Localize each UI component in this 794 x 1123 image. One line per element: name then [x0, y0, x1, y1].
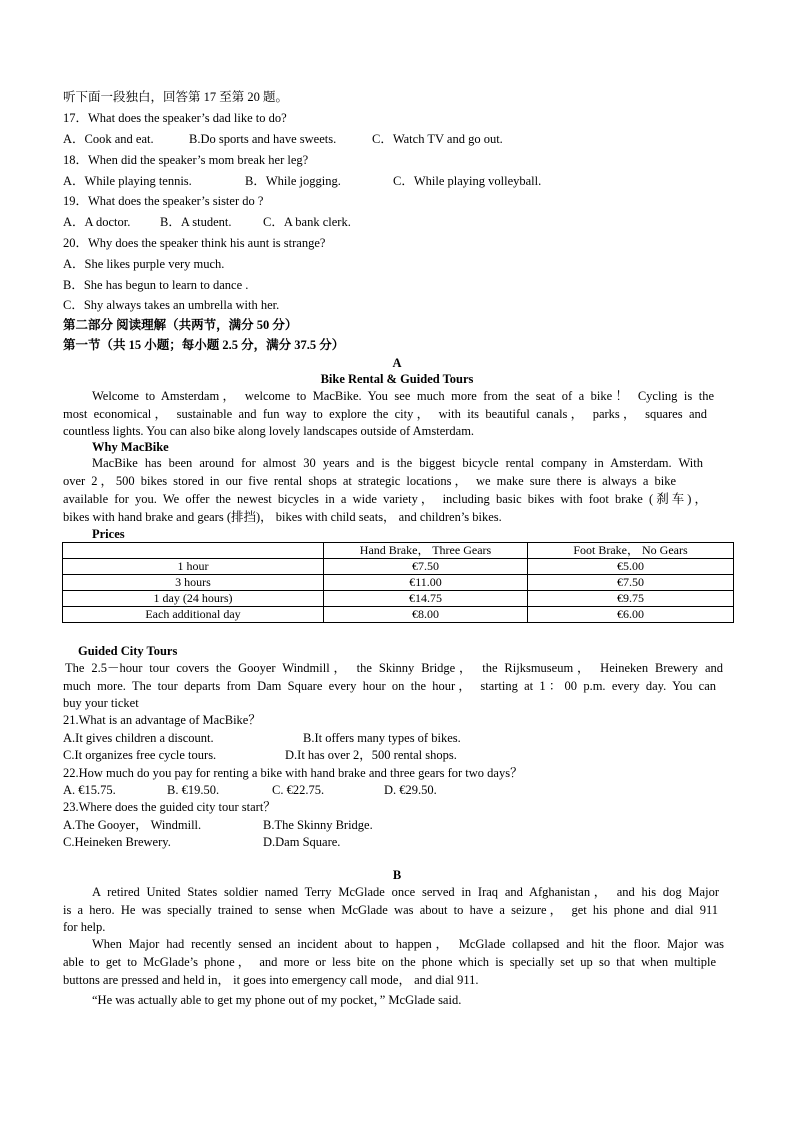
- question-23-option-d: D.Dam Square.: [263, 835, 341, 849]
- question-23-stem: 23.Where does the guided city tour start？: [63, 800, 276, 814]
- guided-tours-heading: Guided City Tours: [78, 644, 178, 658]
- passage-a-intro-line: countless lights. You can also bike along lovely landscapes outside of Amsterdam.: [63, 424, 475, 438]
- why-macbike-heading: Why MacBike: [92, 440, 169, 454]
- hand-brake-price-cell: €8.00: [324, 607, 528, 623]
- question-22-option-c: C. €22.75.: [272, 783, 325, 797]
- question-17-option-b: B.Do sports and have sweets.: [189, 132, 337, 146]
- question-19-option-b: B．A student.: [160, 215, 232, 229]
- passage-b-paragraph1-line: for help.: [63, 920, 106, 934]
- passage-b-paragraph2-line: able to get to McGlade’s phone， and more or less bite on the phone which is specially set up so that when multiple: [63, 955, 716, 969]
- question-18-option-c: C．While playing volleyball.: [393, 174, 542, 188]
- foot-brake-price-cell: €9.75: [528, 591, 734, 607]
- guided-tours-line: buy your ticket: [63, 696, 139, 710]
- prices-heading: Prices: [92, 527, 125, 541]
- question-20-stem: 20．Why does the speaker think his aunt is strange?: [63, 236, 326, 250]
- question-23-option-b: B.The Skinny Bridge.: [263, 818, 373, 832]
- passage-b-paragraph1-line: is a hero. He was specially trained to sense when McGlade was about to have a seizure， get his phone and dial 911: [63, 903, 718, 917]
- passage-b-paragraph1-line: A retired United States soldier named Terry McGlade once served in Iraq and Afghanistan， and his dog Major: [92, 885, 719, 899]
- question-17-option-c: C．Watch TV and go out.: [372, 132, 503, 146]
- duration-cell: 3 hours: [63, 575, 324, 591]
- header-cell: Foot Brake， No Gears: [528, 543, 734, 559]
- table-row: [63, 559, 734, 575]
- passage-a-intro-line: Welcome to Amsterdam， welcome to MacBike. You see much more from the seat of a bike！ Cycling is the: [92, 389, 714, 403]
- question-20-option-a: A．She likes purple very much.: [63, 257, 225, 271]
- duration-cell: 1 hour: [63, 559, 324, 575]
- passage-b-quote: “He was actually able to get my phone out of my pocket，” McGlade said.: [92, 993, 462, 1007]
- table-row: [63, 591, 734, 607]
- table-row: [63, 575, 734, 591]
- question-22-option-a: A. €15.75.: [63, 783, 116, 797]
- why-macbike-line: available for you. We offer the newest bicycles in a wide variety， including basic bikes with foot brake (刹车)，: [63, 492, 707, 506]
- question-20-option-c: C．Shy always takes an umbrella with her.: [63, 298, 280, 312]
- passage-a-intro-line: most economical， sustainable and fun way to explore the city， with its beautiful canals， parks， squares and: [63, 407, 707, 421]
- passage-b-paragraph2-line: When Major had recently sensed an incident about to happen， McGlade collapsed and hit the floor. Major was: [92, 937, 724, 951]
- foot-brake-price-cell: €7.50: [528, 575, 734, 591]
- passage-a-label: A: [392, 356, 402, 370]
- passage-b-label: B: [392, 868, 402, 882]
- passage-a-title: Bike Rental & Guided Tours: [320, 372, 474, 386]
- duration-cell: 1 day (24 hours): [63, 591, 324, 607]
- question-18-option-a: A．While playing tennis.: [63, 174, 192, 188]
- question-23-option-c: C.Heineken Brewery.: [63, 835, 171, 849]
- question-21-option-c: C.It organizes free cycle tours.: [63, 748, 217, 762]
- prices-header-row: [63, 543, 734, 559]
- question-21-option-a: A.It gives children a discount.: [63, 731, 214, 745]
- question-19-stem: 19．What does the speaker’s sister do ?: [63, 194, 264, 208]
- why-macbike-line: over 2，500 bikes stored in our five rental shops at strategic locations， we make sure there is always a bike: [63, 474, 676, 488]
- question-17-stem: 17．What does the speaker’s dad like to do?: [63, 111, 287, 125]
- foot-brake-price-cell: €5.00: [528, 559, 734, 575]
- question-23-option-a: A.The Gooyer， Windmill.: [63, 818, 202, 832]
- question-20-option-b: B．She has begun to learn to dance .: [63, 278, 249, 292]
- part2-heading: 第二部分 阅读理解（共两节，满分 50 分）: [63, 318, 298, 332]
- prices-table: [62, 542, 734, 623]
- question-22-option-b: B. €19.50.: [167, 783, 220, 797]
- question-21-option-d: D.It has over 2，500 rental shops.: [285, 748, 457, 762]
- question-18-stem: 18．When did the speaker’s mom break her leg?: [63, 153, 309, 167]
- header-cell: Hand Brake， Three Gears: [324, 543, 528, 559]
- question-22-option-d: D. €29.50.: [384, 783, 437, 797]
- guided-tours-line: The 2.5－hour tour covers the Gooyer Windmill， the Skinny Bridge， the Rijksmuseum， Heineken Brewery and: [65, 661, 723, 675]
- why-macbike-line: MacBike has been around for almost 30 years and is the biggest bicycle rental company in Amsterdam. With: [92, 456, 703, 470]
- duration-cell: Each additional day: [63, 607, 324, 623]
- question-21-option-b: B.It offers many types of bikes.: [303, 731, 461, 745]
- question-19-option-c: C．A bank clerk.: [263, 215, 351, 229]
- question-22-stem: 22.How much do you pay for renting a bike with hand brake and three gears for two days？: [63, 766, 523, 780]
- hand-brake-price-cell: €14.75: [324, 591, 528, 607]
- header-cell: [63, 543, 324, 559]
- hand-brake-price-cell: €7.50: [324, 559, 528, 575]
- passage-b-paragraph2-line: buttons are pressed and held in， it goes into emergency call mode， and dial 911.: [63, 973, 479, 987]
- section1-heading: 第一节（共 15 小题；每小题 2.5 分，满分 37.5 分）: [63, 338, 345, 352]
- foot-brake-price-cell: €6.00: [528, 607, 734, 623]
- question-18-option-b: B．While jogging.: [245, 174, 341, 188]
- guided-tours-line: much more. The tour departs from Dam Square every hour on the hour， starting at 1：00 p.m. every day. You can: [63, 679, 716, 693]
- question-19-option-a: A．A doctor.: [63, 215, 131, 229]
- question-21-stem: 21.What is an advantage of MacBike？: [63, 713, 261, 727]
- table-row: [63, 607, 734, 623]
- question-17-option-a: A．Cook and eat.: [63, 132, 154, 146]
- hand-brake-price-cell: €11.00: [324, 575, 528, 591]
- listening-intro: 听下面一段独白，回答第 17 至第 20 题。: [63, 90, 289, 104]
- why-macbike-line: bikes with hand brake and gears (排挡)， bikes with child seats， and children’s bikes.: [63, 510, 502, 524]
